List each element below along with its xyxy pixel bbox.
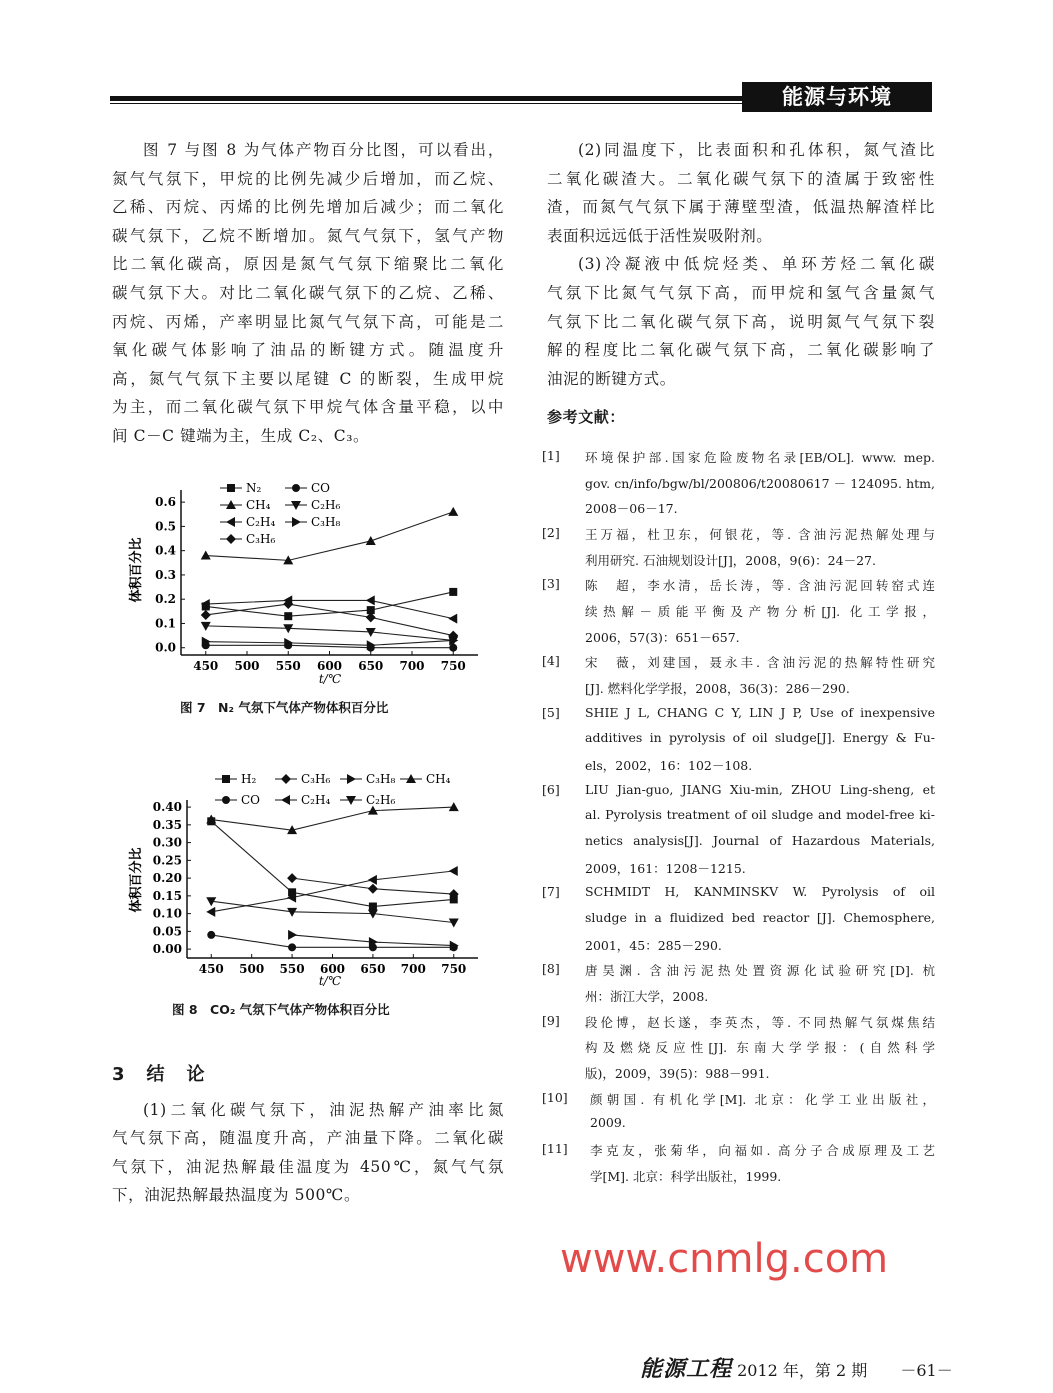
reference-line: 利用研究. 石油规划设计[J]，2008，9(6)：24－27. [585, 552, 876, 568]
conclusion-line: 气气氛下高，随温度升高，产油量下降。二氧化碳 [112, 1129, 504, 1148]
paragraph-line: 碳气氛下大。对比二氧化碳气氛下的乙烷、乙稀、 [112, 284, 504, 302]
figure-7-legend-label: C₂H₆ [311, 498, 341, 512]
figure-8-legend-label: CH₄ [426, 772, 451, 786]
figure-7-y-tick-label: 0.4 [155, 543, 176, 558]
reference-line: 续热解－质能平衡及产物分析[J]. 化工学报， [585, 604, 935, 619]
reference-line: 2009，161：1208－1215. [585, 860, 746, 876]
figure-8-x-tick-label: 700 [400, 962, 426, 976]
reference-number: [2] [542, 525, 560, 540]
journal-logo: 能源工程 [640, 1356, 733, 1382]
paragraph-line: 二氧化碳渣大。二氧化碳气氛下的渣属于致密性 [547, 169, 935, 188]
conclusion-line: (1)二氧化碳气氛下，油泥热解产油率比氮 [143, 1101, 504, 1119]
paragraph-line: 氮气气氛下，甲烷的比例先减少后增加，而乙烷、 [112, 169, 504, 188]
paragraph-line: (2)同温度下，比表面积和孔体积，氮气渣比 [578, 141, 935, 159]
figure-7-series-line-5 [206, 640, 454, 645]
reference-number: [4] [542, 653, 560, 669]
conclusion-line: 气氛下，油泥热解最佳温度为 450℃，氮气气氛 [112, 1157, 504, 1176]
figure-7-series-line-1 [206, 645, 454, 647]
figure-7-x-tick-label: 650 [358, 659, 384, 673]
figure-7-caption: 图 7 N₂ 气氛下气体产物体积百分比 [180, 700, 389, 715]
figure-8-x-tick-label: 450 [198, 962, 224, 976]
figure-8-y-tick-label: 0.05 [152, 924, 182, 939]
figure-7-series-line-3 [206, 626, 454, 641]
figure-8-y-tick-label: 0.25 [152, 853, 182, 868]
figure-8-y-tick-label: 0.15 [152, 888, 182, 903]
reference-line: LIU Jian-guo, JIANG Xiu-min, ZHOU Ling-sheng, et [585, 781, 935, 797]
figure-8-legend-marker [222, 775, 230, 783]
figure-7-x-tick-label: 500 [234, 659, 260, 673]
figure-7-y-tick-label: 0.6 [155, 495, 176, 510]
figure-7-legend-marker [292, 484, 300, 492]
reference-line: 李克友，张菊华，向福如. 高分子合成原理及工艺 [590, 1143, 935, 1159]
reference-number: [5] [542, 704, 560, 720]
reference-line: 环境保护部.国家危险废物名录[EB/OL]. www. mep. [585, 450, 935, 465]
reference-line: 版)，2009，39(5)：988－991. [585, 1066, 770, 1081]
reference-line: al. Pyrolysis treatment of oil sludge and model-free ki- [585, 807, 935, 823]
paragraph-line: 碳气氛下，乙烷不断增加。氮气气氛下，氢气产物 [112, 226, 504, 245]
figure-8-legend-marker [347, 774, 356, 784]
section-tag: 能源与环境 [742, 82, 932, 112]
figure-8-y-tick-label: 0.10 [152, 906, 182, 921]
figure-8-x-tick-label: 500 [239, 962, 265, 976]
reference-line: gov. cn/info/bgw/bl/200806/t20080617 － 124095. htm, [585, 475, 935, 491]
figure-7-data-point [366, 536, 376, 545]
figure-8-x-tick-label: 550 [279, 962, 305, 976]
figure-7-legend-marker [292, 517, 301, 527]
figure-8-data-point [449, 802, 459, 811]
figure-7-legend-marker [226, 534, 236, 544]
figure-7-y-tick-label: 0.0 [155, 640, 176, 655]
figure-8-caption: 图 8 CO₂ 气氛下气体产物体积百分比 [172, 1002, 390, 1017]
paragraph-line: 表面积远远低于活性炭吸附剂。 [547, 226, 773, 245]
page-number: －61－ [900, 1361, 953, 1380]
reference-line: 2008－06－17. [585, 501, 678, 517]
figure-8-x-axis-label: t/℃ [318, 974, 342, 988]
figure-8-data-point [288, 930, 297, 940]
figure-7-x-tick-label: 600 [316, 659, 343, 673]
figure-8-legend-marker [281, 774, 291, 784]
figure-8-legend-label: C₂H₆ [366, 793, 396, 807]
figure-7-series-line-0 [206, 592, 454, 616]
figure-8-legend-marker [222, 796, 230, 804]
figure-7-y-tick-label: 0.2 [155, 592, 176, 607]
figure-8-y-axis-label: 体积百分比 [129, 847, 144, 913]
paragraph-line: 气氛下比二氧化碳气氛下高，说明氮气气氛下裂 [547, 312, 935, 331]
paragraph-line: 油泥的断键方式。 [547, 369, 676, 388]
figure-7-legend-label: C₂H₄ [246, 515, 276, 529]
paragraph-line: 气氛下比氮气气氛下高，而甲烷和氢气含量氮气 [547, 284, 935, 302]
figure-8-legend-label: CO [241, 793, 261, 807]
figure-8-data-point [450, 943, 458, 951]
reference-line: 州：浙江大学，2008. [585, 989, 709, 1004]
figure-8-series-line-4 [211, 935, 454, 947]
figure-8-legend-label: H₂ [241, 772, 257, 786]
reference-number: [6] [542, 781, 560, 797]
figure-8-data-point [287, 873, 297, 883]
paragraph-line: 渣，而氮气气氛下属于薄壁型渣，低温热解渣样比 [547, 198, 935, 217]
reference-number: [3] [542, 576, 560, 592]
paragraph-line: 高，氮气气氛下主要以尾键 C 的断裂，生成甲烷 [112, 369, 504, 388]
figure-8-legend-label: C₃H₈ [366, 772, 396, 786]
paragraph-line: 解的程度比二氧化碳气氛下高，二氧化碳影响了 [547, 341, 935, 360]
reference-line: SHIE J L, CHANG C Y, LIN J P, Use of inexpensive [585, 704, 935, 720]
reference-number: [7] [542, 884, 560, 900]
figure-8-series-line-0 [211, 821, 454, 906]
figure-8-data-point [369, 943, 377, 951]
figure-7-y-tick-label: 0.3 [155, 567, 176, 582]
figure-8-data-point [207, 931, 215, 939]
figure-7-y-tick-label: 0.5 [155, 519, 176, 534]
reference-line: els，2002，16：102－108. [585, 758, 753, 773]
figure-7-legend-marker [227, 484, 235, 492]
footer [640, 1352, 953, 1383]
figure-8-data-point [449, 918, 459, 927]
paragraph-line: 间 C－C 键端为主，生成 C₂、C₃。 [112, 427, 370, 445]
reference-line: 构及燃烧反应性[J]. 东南大学学报：(自然科学 [585, 1040, 935, 1056]
reference-line: 唐昊渊. 含油污泥热处置资源化试验研究[D]. 杭 [585, 963, 935, 979]
figure-7-legend-label: C₃H₈ [311, 515, 341, 529]
figure-8-y-tick-label: 0.30 [152, 835, 182, 850]
references-title: 参考文献： [547, 408, 626, 426]
reference-number: [1] [542, 448, 560, 463]
paragraph-line: 比二氧化碳高，原因是氮气气氛下缩聚比二氧化 [112, 255, 504, 274]
reference-number: [9] [542, 1012, 560, 1028]
reference-line: 颜朝国. 有机化学[M]. 北京：化学工业出版社， [590, 1091, 935, 1107]
figure-7-legend-label: CO [311, 481, 331, 495]
figure-7-series-line-6 [206, 604, 454, 636]
reference-line: 陈 超，李水清，岳长涛，等. 含油污泥回转窑式连 [585, 578, 935, 594]
figure-7-x-tick-label: 550 [275, 659, 301, 673]
figure-8-data-point [449, 866, 458, 876]
figure-8-series-line-3 [211, 807, 454, 830]
reference-number: [11] [542, 1141, 568, 1157]
figure-8-x-tick-label: 600 [319, 962, 346, 976]
reference-line: [J]. 燃料化学学报，2008，36(3)：286－290. [585, 681, 850, 696]
conclusion-line: 下，油泥热解最热温度为 500℃。 [112, 1186, 361, 1205]
figure-7-data-point [201, 551, 211, 560]
figure-7-y-tick-label: 0.1 [155, 616, 176, 631]
figure-8-data-point [369, 903, 377, 911]
figure-7-legend-label: C₃H₆ [246, 532, 276, 546]
figure-8-data-point [288, 943, 296, 951]
figure-8-x-tick-label: 750 [441, 962, 467, 976]
figure-8-legend-label: C₂H₄ [301, 793, 331, 807]
figure-7-legend-marker [226, 517, 235, 527]
reference-line: 2001，45：285－290. [585, 937, 722, 953]
paragraph-line: 乙稀、丙烷、丙烯的比例先增加后减少；而二氧化 [112, 198, 504, 217]
section-heading-conclusion: 3 结 论 [112, 1064, 207, 1085]
paragraph-line: 氧化碳气体影响了油品的断键方式。随温度升 [112, 341, 504, 360]
reference-line: sludge in a fluidized bed reactor [J]. Chemosphere, [585, 910, 935, 925]
reference-line: netics analysis[J]. Journal of Hazardous Materials, [585, 833, 935, 848]
reference-line: 宋 薇，刘建国，聂永丰. 含油污泥的热解特性研究 [585, 655, 935, 671]
figure-7-legend-label: CH₄ [246, 498, 271, 512]
figure-7-data-point [448, 614, 457, 624]
figure-7-x-axis-label: t/℃ [318, 672, 342, 686]
figure-8-x-tick-label: 650 [360, 962, 386, 976]
figure-8-y-tick-label: 0.35 [152, 817, 182, 832]
figure-7-y-axis-label: 体积百分比 [129, 537, 144, 603]
watermark: www.cnmlg.com [560, 1236, 889, 1282]
reference-line: 段伦博，赵长遂，李英杰，等. 不同热解气氛煤焦结 [585, 1014, 935, 1030]
figure-7-data-point [201, 610, 211, 620]
figure-8-data-point [206, 907, 215, 917]
figure-7-x-tick-label: 750 [440, 659, 466, 673]
reference-line: 王万福，杜卫东，何银花，等. 含油污泥热解处理与 [585, 527, 935, 542]
reference-number: [10] [542, 1089, 568, 1105]
figure-8-y-tick-label: 0.00 [152, 942, 182, 957]
figure-7-x-tick-label: 450 [193, 659, 219, 673]
figure-7-data-point [366, 595, 375, 605]
figure-8-y-tick-label: 0.40 [152, 800, 182, 815]
reference-line: 2009. [590, 1115, 626, 1131]
paragraph-line: 丙烷、丙烯，产率明显比氮气气氛下高，可能是二 [112, 312, 504, 331]
figure-8-data-point [368, 875, 377, 885]
reference-line: 2006，57(3)：651－657. [585, 629, 740, 645]
figure-7-data-point [448, 507, 458, 516]
issue-info: 2012 年，第 2 期 [737, 1361, 868, 1380]
paragraph-line: (3)冷凝液中低烷烃类、单环芳烃二氧化碳 [578, 255, 935, 274]
reference-line: additives in pyrolysis of oil sludge[J]. Energy & Fu- [585, 730, 935, 746]
figure-8-series-line-6 [211, 901, 454, 922]
reference-line: SCHMIDT H, KANMINSKV W. Pyrolysis of oil [585, 884, 935, 900]
paragraph-line: 图 7 与图 8 为气体产物百分比图，可以看出， [143, 141, 504, 159]
reference-line: 学[M]. 北京：科学出版社，1999. [590, 1168, 782, 1184]
figure-7-data-point [449, 588, 457, 596]
reference-number: [8] [542, 961, 560, 977]
figure-8-legend-marker [281, 795, 290, 805]
paragraph-line: 为主，而二氧化碳气氛下甲烷气体含量平稳，以中 [112, 398, 504, 417]
figure-7-legend-label: N₂ [246, 481, 262, 495]
figure-8-legend-label: C₃H₆ [301, 772, 331, 786]
figure-8-data-point [368, 884, 378, 894]
figure-7-x-tick-label: 700 [399, 659, 425, 673]
figure-8-y-tick-label: 0.20 [152, 871, 182, 886]
figure-7-data-point [284, 612, 292, 620]
